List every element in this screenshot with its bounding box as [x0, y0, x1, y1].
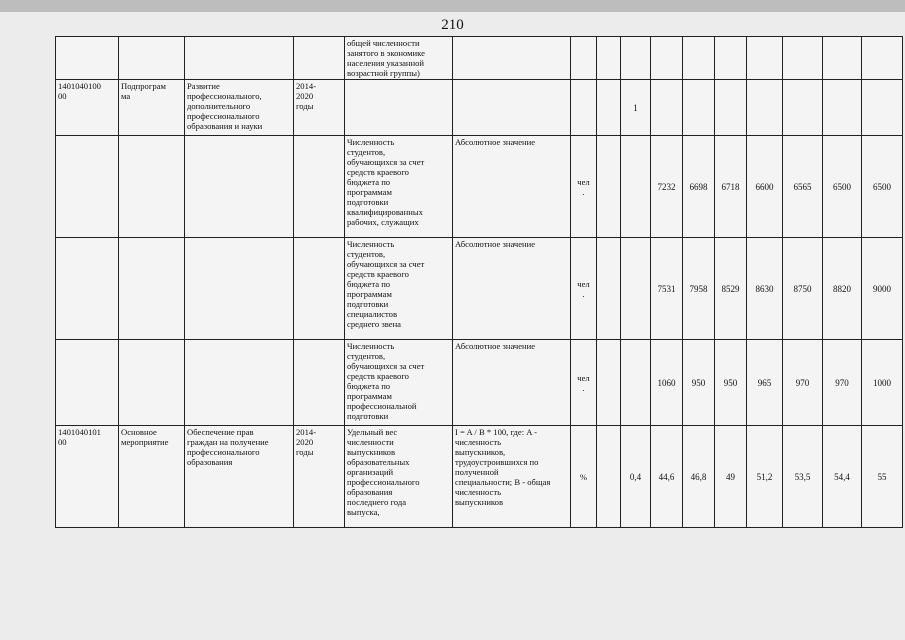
type-cell — [119, 37, 185, 80]
unit-cell: чел . — [571, 340, 597, 426]
period-cell — [294, 238, 345, 340]
code-cell: 1401040101 00 — [56, 426, 119, 528]
value-cell: 8630 — [747, 238, 783, 340]
period-cell — [294, 136, 345, 238]
table-row — [56, 238, 903, 340]
scan-top-border — [0, 0, 905, 12]
value-cell: 7232 — [651, 136, 683, 238]
method-cell: Абсолютное значение — [453, 238, 571, 340]
type-cell — [119, 238, 185, 340]
name-cell — [185, 238, 294, 340]
value-cell — [747, 37, 783, 80]
period-cell: 2014- 2020 годы — [294, 80, 345, 136]
value-cell — [597, 37, 621, 80]
value-cell — [621, 37, 651, 80]
period-cell: 2014- 2020 годы — [294, 426, 345, 528]
value-cell: 1 — [621, 80, 651, 136]
indicator-cell: Численность студентов, обучающихся за счет средств краевого бюджета по программам подготовки специалистов среднего звена — [345, 238, 453, 340]
value-cell — [823, 37, 862, 80]
value-cell — [862, 80, 903, 136]
unit-cell: чел . — [571, 136, 597, 238]
value-cell — [715, 80, 747, 136]
value-cell: 8529 — [715, 238, 747, 340]
value-cell: 51,2 — [747, 426, 783, 528]
type-cell — [119, 340, 185, 426]
value-cell: 55 — [862, 426, 903, 528]
indicator-cell: Численность студентов, обучающихся за счет средств краевого бюджета по программам подготовки квалифицированных рабочих, служащих — [345, 136, 453, 238]
value-cell: 8820 — [823, 238, 862, 340]
unit-cell: чел . — [571, 238, 597, 340]
table-row — [56, 340, 903, 426]
code-cell — [56, 238, 119, 340]
name-cell — [185, 136, 294, 238]
value-cell: 1000 — [862, 340, 903, 426]
code-cell: 1401040100 00 — [56, 80, 119, 136]
value-cell: 6500 — [862, 136, 903, 238]
unit-cell — [571, 80, 597, 136]
value-cell — [683, 37, 715, 80]
table-row — [56, 426, 903, 528]
value-cell: 6500 — [823, 136, 862, 238]
value-cell — [597, 426, 621, 528]
method-cell — [453, 37, 571, 80]
value-cell — [651, 37, 683, 80]
value-cell: 6698 — [683, 136, 715, 238]
value-cell — [783, 80, 823, 136]
unit-cell: % — [571, 426, 597, 528]
value-cell: 9000 — [862, 238, 903, 340]
name-cell: Развитие профессионального, дополнительного профессионального образования и науки — [185, 80, 294, 136]
type-cell: Основное мероприятие — [119, 426, 185, 528]
indicator-cell: общей численности занятого в экономике населения указанной возрастной группы) — [345, 37, 453, 80]
method-cell — [453, 80, 571, 136]
value-cell: 1060 — [651, 340, 683, 426]
value-cell: 0,4 — [621, 426, 651, 528]
table-row — [56, 37, 903, 80]
value-cell: 54,4 — [823, 426, 862, 528]
code-cell — [56, 136, 119, 238]
value-cell — [651, 80, 683, 136]
value-cell — [597, 136, 621, 238]
value-cell — [823, 80, 862, 136]
value-cell: 970 — [823, 340, 862, 426]
indicator-cell: Численность студентов, обучающихся за счет средств краевого бюджета по программам профессиональной подготовки — [345, 340, 453, 426]
indicator-cell: Удельный вес численности выпускников образовательных организаций профессионального образования последнего года выпуска, — [345, 426, 453, 528]
unit-cell — [571, 37, 597, 80]
method-cell: Абсолютное значение — [453, 136, 571, 238]
name-cell: Обеспечение прав граждан на получение профессионального образования — [185, 426, 294, 528]
code-cell — [56, 340, 119, 426]
value-cell: 44,6 — [651, 426, 683, 528]
type-cell — [119, 136, 185, 238]
value-cell — [621, 136, 651, 238]
method-cell: I = A / B * 100, где: A - численность выпускников, трудоустроившихся по полученной специальности; B - общая численность выпускников — [453, 426, 571, 528]
type-cell: Подпрограм ма — [119, 80, 185, 136]
period-cell — [294, 340, 345, 426]
value-cell: 950 — [715, 340, 747, 426]
value-cell: 8750 — [783, 238, 823, 340]
indicators-table — [55, 36, 903, 528]
table-row — [56, 80, 903, 136]
value-cell: 6600 — [747, 136, 783, 238]
period-cell — [294, 37, 345, 80]
indicator-cell — [345, 80, 453, 136]
value-cell — [715, 37, 747, 80]
page-number: 210 — [441, 17, 464, 33]
value-cell: 7531 — [651, 238, 683, 340]
value-cell — [621, 238, 651, 340]
name-cell — [185, 37, 294, 80]
name-cell — [185, 340, 294, 426]
value-cell: 6565 — [783, 136, 823, 238]
value-cell: 6718 — [715, 136, 747, 238]
value-cell: 53,5 — [783, 426, 823, 528]
value-cell: 46,8 — [683, 426, 715, 528]
value-cell — [783, 37, 823, 80]
value-cell: 965 — [747, 340, 783, 426]
value-cell: 49 — [715, 426, 747, 528]
method-cell: Абсолютное значение — [453, 340, 571, 426]
value-cell: 950 — [683, 340, 715, 426]
value-cell — [862, 37, 903, 80]
value-cell — [597, 340, 621, 426]
value-cell — [683, 80, 715, 136]
code-cell — [56, 37, 119, 80]
value-cell — [621, 340, 651, 426]
value-cell: 7958 — [683, 238, 715, 340]
value-cell — [597, 80, 621, 136]
value-cell — [597, 238, 621, 340]
value-cell — [747, 80, 783, 136]
table-row — [56, 136, 903, 238]
value-cell: 970 — [783, 340, 823, 426]
